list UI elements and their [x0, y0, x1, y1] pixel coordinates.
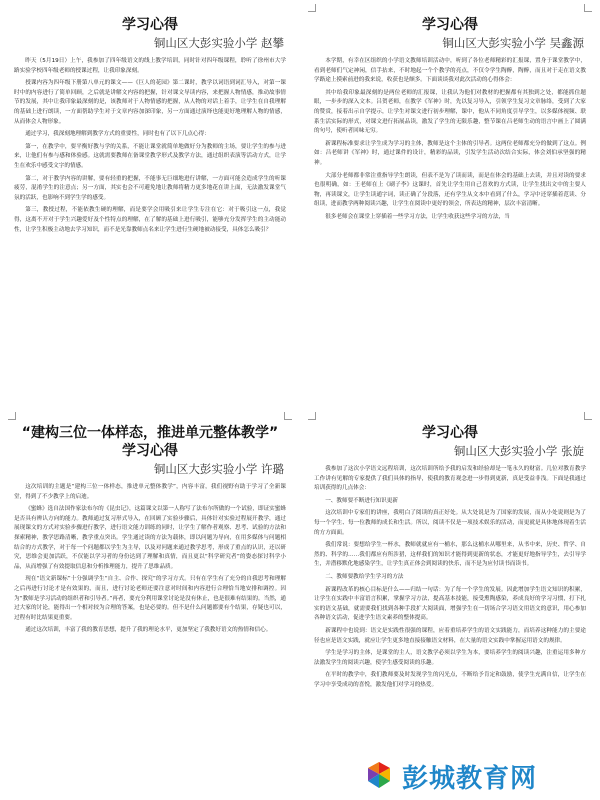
document-page-3 — [6, 410, 294, 798]
paragraph: 新课程标准要求让学生成为学习的主体，教师是这个主体的引导者。这两位老师都充分的做到了这点。例如：吕老师讲《军神》时，通过课件的设计，精彩的品读，引发学生活动次结合实际，体会刘伯承坚强的精神。 — [314, 140, 586, 166]
paragraph: 这次培训中专家们的讲座，我明白了阅读的真正好处。从大处说是为了国家的发展，而从小处说则是为了每一个学生、每一位教师的成长和生活。所以，阅读不仅是一项技术娱乐的活动，而更就是具体地体现着生活的方方面面。 — [314, 510, 586, 536]
author-byline: 铜山区大彭实验小学 张旋 — [453, 444, 584, 458]
paragraph: 现在“语文新课标”十分强调学生“自主、合作、探究”的学习方式。只有在学生有了充分的自我思考和理解之后再进行讨论才是有效果的，而且，进行讨论老师还要注意对时间和内容进行合理恰当地安排和调控。因为“教师是学习活动的组织者和引导者。”再者，要充分利用课堂讨论是没有休止，也是很难有结果的。当然，通过大家的讨论，能得出一个相对较为合理的答案，也是必要的。但不是什么问题都要有个结果，存疑也可以，过程有时比结果更重要。 — [14, 576, 286, 621]
crop-mark — [8, 412, 16, 420]
paragraph: 大部分老师都非常注重指导学生朗读，但表不是为了读而读，而是在体会的基础上去读，并且对读的要求也很明确，如：王老师在上《刷子李》这课时，首先让学生用自己喜欢的方式读，让学生找出文中的主要人物，再读课文，让学生读通字词，读正确了分段落，还有学生从文本中看到了什么，学习中还穿插着范读、分组读，进而教学两种阅读兴趣，让学生在阅读中更好的领会，所表达的精神，层次丰富清晰。 — [314, 172, 586, 208]
paragraph: 第二，对于教学内容的讲解，要有轻重的把握，不能事无巨细地进行讲解，一方面可能会造成学生的听课疲劳，混淆学生的注意点；另一方面，其实也会不可避免地让教师将精力更多地花在讲上面，无法激发课堂气氛的活跃，也影响不到学生学的感受。 — [14, 175, 286, 201]
paragraph: 授课内容为四年级下册第八单元的课文——《巨人的花园》第二课时，教学以词语到词汇导入，对第一课时中的内容进行了简单回顾，之后就是讲解文内容的把握，针对课文导读内容，来把握人物情感，推动故事情节的发展，其中让我印象最深刻的是，该教师对于人物情感的把握，从人物的对话上着手，让学生在自我理解的基础上进行朗读，一方面帮助学生对于文章内容加深印象，另一方面通过演绎也能更好地理解人物的情感，从而体会人物形象。 — [14, 80, 286, 125]
paragraph: 其中给我印象最深刻的是两位老师的汇报课，让我认为他们对教材的把握都有其独到之处，都能抓住题眼，一步步的深入文本。吕贺老师，在教学《军神》时，先以复习导入，引领学生复习文章脉络，受到了大家的赞赏，接着出示自学提示，让学生对课文进行初步理解，课中，他从不同角度引导学生，以多媒体视频、联系生活实际的形式，对课文进行拓展品读，激发了学生的无限乐趣，整节课在吕老师生动的语言中画上了圆满的句号，使听者回味无穷。 — [314, 89, 586, 135]
paragraph: 新课程中也说到：语文是实践性很强的课程，应着重培养学生的语文实践能力，而培养这种能力的主要途径也应是语文实践，就应让学生更多地直接接触语文材料，在大量的语文实践中掌握运用语文的规律。 — [314, 627, 586, 644]
crop-mark — [584, 4, 592, 12]
paragraph: 通过这次培训，丰富了我的教育思想，提升了我的理论水平，更加坚定了我教好语文的热情和信心。 — [25, 627, 272, 634]
paragraph: 这次培训的主题是“建构三位一体样态，推进单元整体教学”，内容丰富，我们视野有助于学习了全新课堂，得到了不少教学上的启迪。 — [14, 484, 286, 500]
watermark-text: 彭城教育网 — [402, 763, 538, 794]
author-byline: 铜山区大彭实验小学 吴鑫源 — [442, 36, 584, 50]
author-byline: 铜山区大彭实验小学 赵攀 — [153, 36, 284, 50]
watermark — [362, 758, 594, 794]
document-page-1 — [6, 2, 294, 394]
page-subtitle: 学习心得 — [122, 443, 178, 459]
paragraph: 昨天（5月19日）上午，我参加了四年级语文的线上教学培训，同时针对四年级课程，聆听了徐州市大学路实验学校四年级老师的授课过程，让我印象深刻。 — [14, 58, 286, 74]
section-heading: 一、教师要不断进行知识更新 — [325, 497, 398, 504]
paragraph: 第一，在教学中，要平衡好教与学的关系，不能让课堂就简单地做好分为教师的主场，要让学生的参与进来，让他们有参与感和体验感。这就需要教师在备课堂教学形式及教学方法，通过组织表演等活动方式，让学生在欢乐中感受文字的情感。 — [14, 143, 286, 169]
section-heading: 二、教师要教给学生学习的方法 — [325, 573, 404, 580]
paragraph: 很多老师会在课堂上穿插着一些学习方法，让学生收获这些学习的方法，当 — [325, 213, 510, 220]
document-page-4 — [306, 410, 594, 798]
page-title: 学习心得 — [122, 17, 178, 33]
page-title: 学习心得 — [422, 17, 478, 33]
paragraph: 《蜜蜂》选自法国作家法布尔的《昆虫记》，这篇课文以第一人称写了法布尔所做的一个试验，即证实蜜蜂是否具有辨认方向的能力。教师通过复习形式导入，在回顾了实验步骤后，具体针对实验过程展开教学，通过展现课文的方式对实验步骤进行教学，进行语文能力训练的同时，让学生了解作者观察、思考、试验的方法和探索精神，教学思路清晰，教学重点突出。学生通过读的方法为载体，即以问题为导向，在用多媒体与问题相结合的方式教学，对于每一个问题都以学生为主导，以及对问题来通过教学思考，形成了重点的认识，还以研究，思维会更加活跃，不仅能以学习者的身份达到了理解和真情，而且更以“科学研究者”的姿态探讨科学小品，从而增强了有效提取信息和分析推理能力，提升了思维品质。 — [14, 506, 286, 570]
paragraph: 我们常说：要想给学生一杯水，教师就就应有一桶水，那么这桶水从哪里来，从书中来，历史、哲学、自然的、科学的……我们都应有所涉猎，这样我们的知识才能得到更新的状态，才能更好地指导学生，去引导学生，并潜移默化地感染学生，让学生真正体会到阅读的快乐，而不是为应付读书而读书。 — [314, 542, 586, 568]
page-title: “建构三位一体样态，推进单元整体教学” — [21, 425, 279, 441]
paragraph: 第三，教授过程，不能依教生硬的理解，而是要学会用吸引来让学生专注在它：对于吸引这一点，我觉得，这离不开对于学生兴趣爱好及个性特点的理解，在了解的基础上进行吸引，能够充分发挥学生的主动能动性，让学生积极主动地去学习知识，而不是光靠教师点名来让学生进行生硬地被动接受，具体怎么吸引？ — [14, 207, 286, 233]
document-page-2 — [306, 2, 594, 394]
paragraph: 新课程改革的核心目标是什么——归结一句话：为了每一个学生的发展。因此增加学生语文知识的积累，让学生在实践中丰富语言积累，掌握学习方法，提高基本技能，接受熏陶感染，养成良好的学习习惯，打下扎实的语文基础，就需要我们找到各种手段扩大阅读面，增强学生在一切场合学习语文用语文的意识，用心参加各种语文活动，促进学生语文素养的整体提高。 — [314, 586, 586, 622]
crop-mark — [284, 412, 292, 420]
site-logo-icon — [362, 759, 396, 793]
paragraph: 通过学习，我深刻地理解到教学方式的重要性，同时也有了以下几点心得： — [25, 131, 210, 138]
author-byline: 铜山区大彭实验小学 许璐 — [153, 462, 284, 476]
paragraph: 我参加了这次小学语文远程培训，这次培训所给予我的启发和经验却是一笔永久的财富。几位对教育教学工作讲有见解的专家提供了我们具体的指导，使我的教育观念进一步得到更新，真是受益非浅。下面是我通过培训获得的几点体会： — [314, 466, 586, 492]
crop-mark — [584, 412, 592, 420]
paragraph: 本学期，有幸在区组织的小学语文教师培训活动中，听到了各位老师精彩的汇报课，置身于课堂教学中，看到老师们气定神闲，信手拈来，不时地起一个个教学的亮点，不仅令学生陶醉，陶醉，而且对于走在语文教学路途上摸索前进的我来说，收获也是颇多。下面谈谈我对此次活动的心得体会： — [314, 58, 586, 84]
crop-mark — [308, 4, 316, 12]
paragraph: 在平时的教学中，我们教师要及时发现学生的闪光点，不断给予肯定和鼓励，使学生充满自信，让学生在学习中享受成功的喜悦，激发他们对学习的热爱。 — [314, 672, 586, 688]
page-title: 学习心得 — [422, 425, 478, 441]
paragraph: 学生是学习的主体，是课堂的主人，语文教学必须以学生为本，要培养学生的阅读兴趣，注重运用多种方法激发学生的阅读兴趣，使学生感受阅读的乐趣。 — [314, 650, 586, 666]
crop-mark — [308, 412, 316, 420]
